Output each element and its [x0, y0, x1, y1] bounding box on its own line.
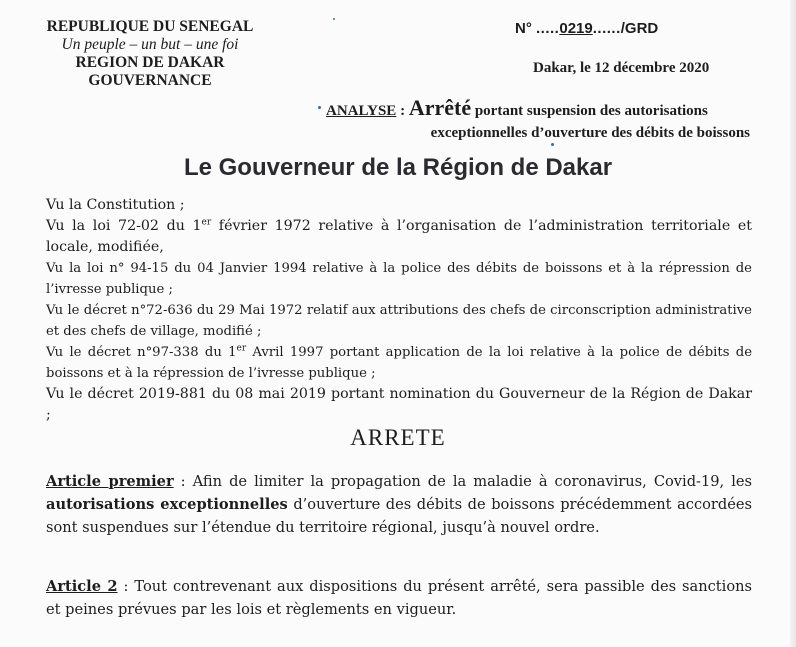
visas-list	[46, 195, 752, 426]
analyse-line-2: exceptionnelles d’ouverture des débits de boissons	[430, 125, 750, 141]
reference-value: 0219	[559, 20, 593, 37]
page-edge	[790, 0, 796, 647]
visa-loi-94-15: Vu la loi n° 94-15 du 04 Janvier 1994 relative à la police des débits de boissons et à la répression de l’ivresse publique ;	[46, 261, 752, 297]
analyse-block	[326, 97, 756, 144]
place-and-date: Dakar, le 12 décembre 2020	[533, 60, 710, 76]
article-premier-label: Article premier	[46, 473, 174, 490]
office-name: GOUVERNANCE	[88, 72, 212, 89]
article-premier-emphasis: autorisations exceptionnelles	[46, 496, 288, 513]
visa-decret-97-338: Vu le décret n°97-338 du 1er Avril 1997 portant application de la loi relative à la police de débits de boissons et à la répression de l’ivresse publique ;	[46, 343, 752, 381]
analyse-label: ANALYSE	[326, 103, 397, 119]
article-2: Article 2 : Tout contrevenant aux dispositions du présent arrêté, sera passible des sanctions et peines prévues par les lois et règlements en vigueur.	[46, 578, 752, 618]
visa-decret-72-636: Vu le décret n°72-636 du 29 Mai 1972 relatif aux attributions des chefs de circonscription administrative et des chefs de village, modifié ;	[46, 303, 752, 339]
analyse-line-1: portant suspension des autorisations	[471, 103, 708, 119]
national-motto: Un peuple – un but – une foi	[61, 36, 239, 53]
arrete-heading: ARRETE	[350, 425, 446, 450]
scan-speck	[318, 106, 321, 109]
visa-loi-72-02: Vu la loi 72-02 du 1er février 1972 relative à l’organisation de l’administration territoriale et locale, modifiée,	[46, 217, 752, 255]
reference-dots-before: .....	[536, 20, 560, 37]
article-2-label: Article 2	[46, 578, 118, 595]
scan-speck	[551, 143, 554, 146]
issuer-block	[30, 18, 270, 90]
reference-suffix: /GRD	[620, 20, 659, 37]
scan-speck	[333, 18, 335, 20]
document-title: Le Gouverneur de la Région de Dakar	[183, 154, 613, 181]
visa-constitution: Vu la Constitution ;	[46, 197, 185, 213]
article-premier: Article premier : Afin de limiter la propagation de la maladie à coronavirus, Covid-19, les autorisations exceptionnelles d’ouverture des débits de boissons précédemment accordées sont suspendues sur l’étendue du territoire régional, jusqu’à nouvel ordre.	[46, 473, 753, 536]
reference-prefix: N°	[515, 20, 532, 37]
country-name: REPUBLIQUE DU SENEGAL	[46, 18, 254, 35]
visa-decret-2019-881: Vu le décret 2019-881 du 08 mai 2019 portant nomination du Gouverneur de la Région de Dakar ;	[46, 386, 752, 423]
analyse-separator: :	[396, 103, 409, 119]
reference-dots-after: ......	[592, 20, 621, 37]
region-name: REGION DE DAKAR	[75, 54, 225, 71]
analyse-keyword: Arrêté	[408, 95, 472, 120]
reference-number	[515, 20, 755, 37]
